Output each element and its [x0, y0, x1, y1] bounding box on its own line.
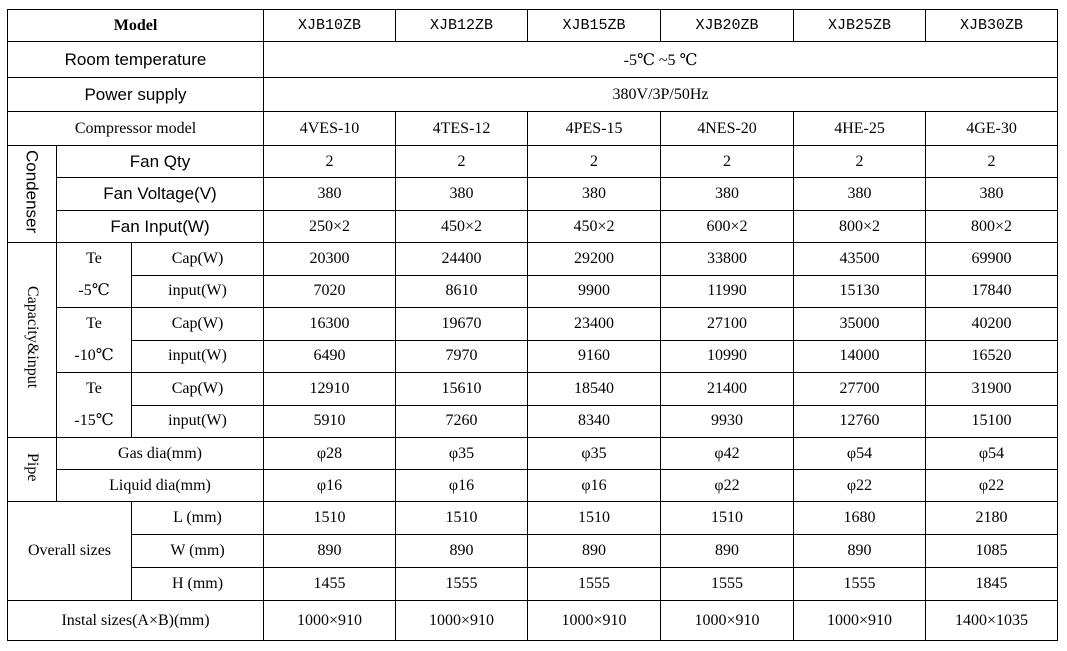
- cell: 1510: [264, 502, 396, 535]
- cell: 2180: [926, 502, 1058, 535]
- overall-row: [8, 568, 1058, 601]
- overall-row-label: W (mm): [132, 535, 264, 568]
- capacity-group-text: Capacity&input: [24, 286, 41, 389]
- cell: 29200: [528, 243, 661, 276]
- capacity-row-label: input(W): [132, 340, 264, 373]
- cell: 1085: [926, 535, 1058, 568]
- cell: 2: [528, 146, 661, 178]
- cell: 2: [926, 146, 1058, 178]
- cell: 15100: [926, 405, 1058, 438]
- overall-row: [8, 535, 1058, 568]
- cell: 8610: [396, 275, 528, 308]
- cell: 17840: [926, 275, 1058, 308]
- cell: 12910: [264, 373, 396, 406]
- instal-row: [8, 601, 1058, 641]
- cell: 1555: [661, 568, 794, 601]
- model-name: XJB15ZB: [528, 10, 661, 42]
- te-label: Te: [86, 250, 102, 267]
- cell: 33800: [661, 243, 794, 276]
- condenser-group-label: [8, 146, 57, 243]
- compressor-row: [8, 112, 1058, 146]
- cell: 1455: [264, 568, 396, 601]
- pipe-row: [8, 470, 1058, 502]
- cell: 1000×910: [528, 601, 661, 641]
- cell: φ54: [794, 438, 926, 470]
- cell: 24400: [396, 243, 528, 276]
- overall-row-label: L (mm): [132, 502, 264, 535]
- capacity-row-label: input(W): [132, 405, 264, 438]
- cell: φ16: [264, 470, 396, 502]
- cell: 2: [264, 146, 396, 178]
- te-cell: [57, 243, 132, 308]
- cell: φ16: [528, 470, 661, 502]
- cell: 1000×910: [661, 601, 794, 641]
- cell: 2: [661, 146, 794, 178]
- cell: 1555: [794, 568, 926, 601]
- model-name: XJB12ZB: [396, 10, 528, 42]
- cell: φ28: [264, 438, 396, 470]
- model-name: XJB25ZB: [794, 10, 926, 42]
- power-supply-row: [8, 78, 1058, 112]
- cell: 31900: [926, 373, 1058, 406]
- capacity-row: [8, 340, 1058, 373]
- cell: 7260: [396, 405, 528, 438]
- overall-row-label: H (mm): [132, 568, 264, 601]
- cell: 380: [926, 178, 1058, 211]
- cell: 40200: [926, 308, 1058, 341]
- cell: 1400×1035: [926, 601, 1058, 641]
- cell: 14000: [794, 340, 926, 373]
- cell: 250×2: [264, 211, 396, 243]
- cell: 380: [794, 178, 926, 211]
- overall-group-label: Overall sizes: [8, 502, 132, 601]
- cell: 7020: [264, 275, 396, 308]
- header-row: [8, 10, 1058, 42]
- cell: 10990: [661, 340, 794, 373]
- cell: 16520: [926, 340, 1058, 373]
- model-name: XJB10ZB: [264, 10, 396, 42]
- cell: 16300: [264, 308, 396, 341]
- cell: 890: [264, 535, 396, 568]
- capacity-row-label: Cap(W): [132, 373, 264, 406]
- model-name: XJB20ZB: [661, 10, 794, 42]
- cell: φ16: [396, 470, 528, 502]
- cell: 600×2: [661, 211, 794, 243]
- overall-row: [8, 502, 1058, 535]
- cell: 1555: [528, 568, 661, 601]
- cell: 1510: [528, 502, 661, 535]
- cell: 7970: [396, 340, 528, 373]
- cell: 1510: [396, 502, 528, 535]
- condenser-row: [8, 178, 1058, 211]
- condenser-row: [8, 211, 1058, 243]
- cell: 9900: [528, 275, 661, 308]
- compressor-value: 4TES-12: [396, 112, 528, 146]
- room-temperature-row: [8, 42, 1058, 78]
- cell: 1000×910: [396, 601, 528, 641]
- cell: 12760: [794, 405, 926, 438]
- cell: 18540: [528, 373, 661, 406]
- cell: 15610: [396, 373, 528, 406]
- cell: 35000: [794, 308, 926, 341]
- cell: 23400: [528, 308, 661, 341]
- cell: 21400: [661, 373, 794, 406]
- cell: 43500: [794, 243, 926, 276]
- cell: φ22: [926, 470, 1058, 502]
- cell: 1000×910: [264, 601, 396, 641]
- cell: φ42: [661, 438, 794, 470]
- cell: 380: [528, 178, 661, 211]
- pipe-row-label: Liquid dia(mm): [57, 470, 264, 502]
- cell: φ22: [661, 470, 794, 502]
- cell: 1510: [661, 502, 794, 535]
- room-temperature-value: -5℃ ~5 ℃: [264, 42, 1058, 78]
- cell: 1000×910: [794, 601, 926, 641]
- cell: 1555: [396, 568, 528, 601]
- instal-label: Instal sizes(A×B)(mm): [8, 601, 264, 641]
- pipe-row: [8, 438, 1058, 470]
- capacity-row: [8, 373, 1058, 406]
- te-label: Te: [86, 380, 102, 397]
- capacity-row-label: Cap(W): [132, 308, 264, 341]
- pipe-group-label: [8, 438, 57, 502]
- pipe-row-label: Gas dia(mm): [57, 438, 264, 470]
- capacity-row: [8, 405, 1058, 438]
- pipe-group-text: Pipe: [24, 452, 41, 482]
- cell: 800×2: [794, 211, 926, 243]
- cell: 9160: [528, 340, 661, 373]
- condenser-row-label: Fan Qty: [57, 146, 264, 178]
- te-label: Te: [86, 315, 102, 332]
- compressor-value: 4PES-15: [528, 112, 661, 146]
- cell: 890: [396, 535, 528, 568]
- cell: φ35: [528, 438, 661, 470]
- model-name: XJB30ZB: [926, 10, 1058, 42]
- cell: 15130: [794, 275, 926, 308]
- capacity-row: [8, 243, 1058, 276]
- cell: 5910: [264, 405, 396, 438]
- cell: φ22: [794, 470, 926, 502]
- spec-table: [7, 9, 1058, 641]
- compressor-label: Compressor model: [8, 112, 264, 146]
- cell: 890: [661, 535, 794, 568]
- condenser-group-text: Condenser: [22, 149, 42, 234]
- cell: 890: [794, 535, 926, 568]
- cell: 1680: [794, 502, 926, 535]
- cell: 380: [396, 178, 528, 211]
- compressor-value: 4HE-25: [794, 112, 926, 146]
- cell: 800×2: [926, 211, 1058, 243]
- model-label: Model: [8, 10, 264, 42]
- cell: 20300: [264, 243, 396, 276]
- room-temperature-label: Room temperature: [8, 42, 264, 78]
- cell: 2: [794, 146, 926, 178]
- capacity-row-label: input(W): [132, 275, 264, 308]
- compressor-value: 4VES-10: [264, 112, 396, 146]
- cell: 9930: [661, 405, 794, 438]
- cell: 1845: [926, 568, 1058, 601]
- capacity-row: [8, 275, 1058, 308]
- te-value: -10℃: [74, 347, 114, 364]
- cell: 6490: [264, 340, 396, 373]
- power-supply-label: Power supply: [8, 78, 264, 112]
- te-cell: [57, 308, 132, 373]
- condenser-row-label: Fan Input(W): [57, 211, 264, 243]
- cell: 380: [264, 178, 396, 211]
- cell: 8340: [528, 405, 661, 438]
- cell: φ35: [396, 438, 528, 470]
- cell: 27700: [794, 373, 926, 406]
- cell: 450×2: [396, 211, 528, 243]
- condenser-row: [8, 146, 1058, 178]
- cell: 27100: [661, 308, 794, 341]
- cell: 19670: [396, 308, 528, 341]
- cell: 69900: [926, 243, 1058, 276]
- cell: 450×2: [528, 211, 661, 243]
- cell: 2: [396, 146, 528, 178]
- compressor-value: 4NES-20: [661, 112, 794, 146]
- cell: φ54: [926, 438, 1058, 470]
- cell: 380: [661, 178, 794, 211]
- power-supply-value: 380V/3P/50Hz: [264, 78, 1058, 112]
- capacity-group-label: [8, 243, 57, 438]
- condenser-row-label: Fan Voltage(V): [57, 178, 264, 211]
- te-cell: [57, 373, 132, 438]
- cell: 890: [528, 535, 661, 568]
- te-value: -5℃: [78, 282, 110, 299]
- capacity-row-label: Cap(W): [132, 243, 264, 276]
- compressor-value: 4GE-30: [926, 112, 1058, 146]
- capacity-row: [8, 308, 1058, 341]
- te-value: -15℃: [74, 412, 114, 429]
- cell: 11990: [661, 275, 794, 308]
